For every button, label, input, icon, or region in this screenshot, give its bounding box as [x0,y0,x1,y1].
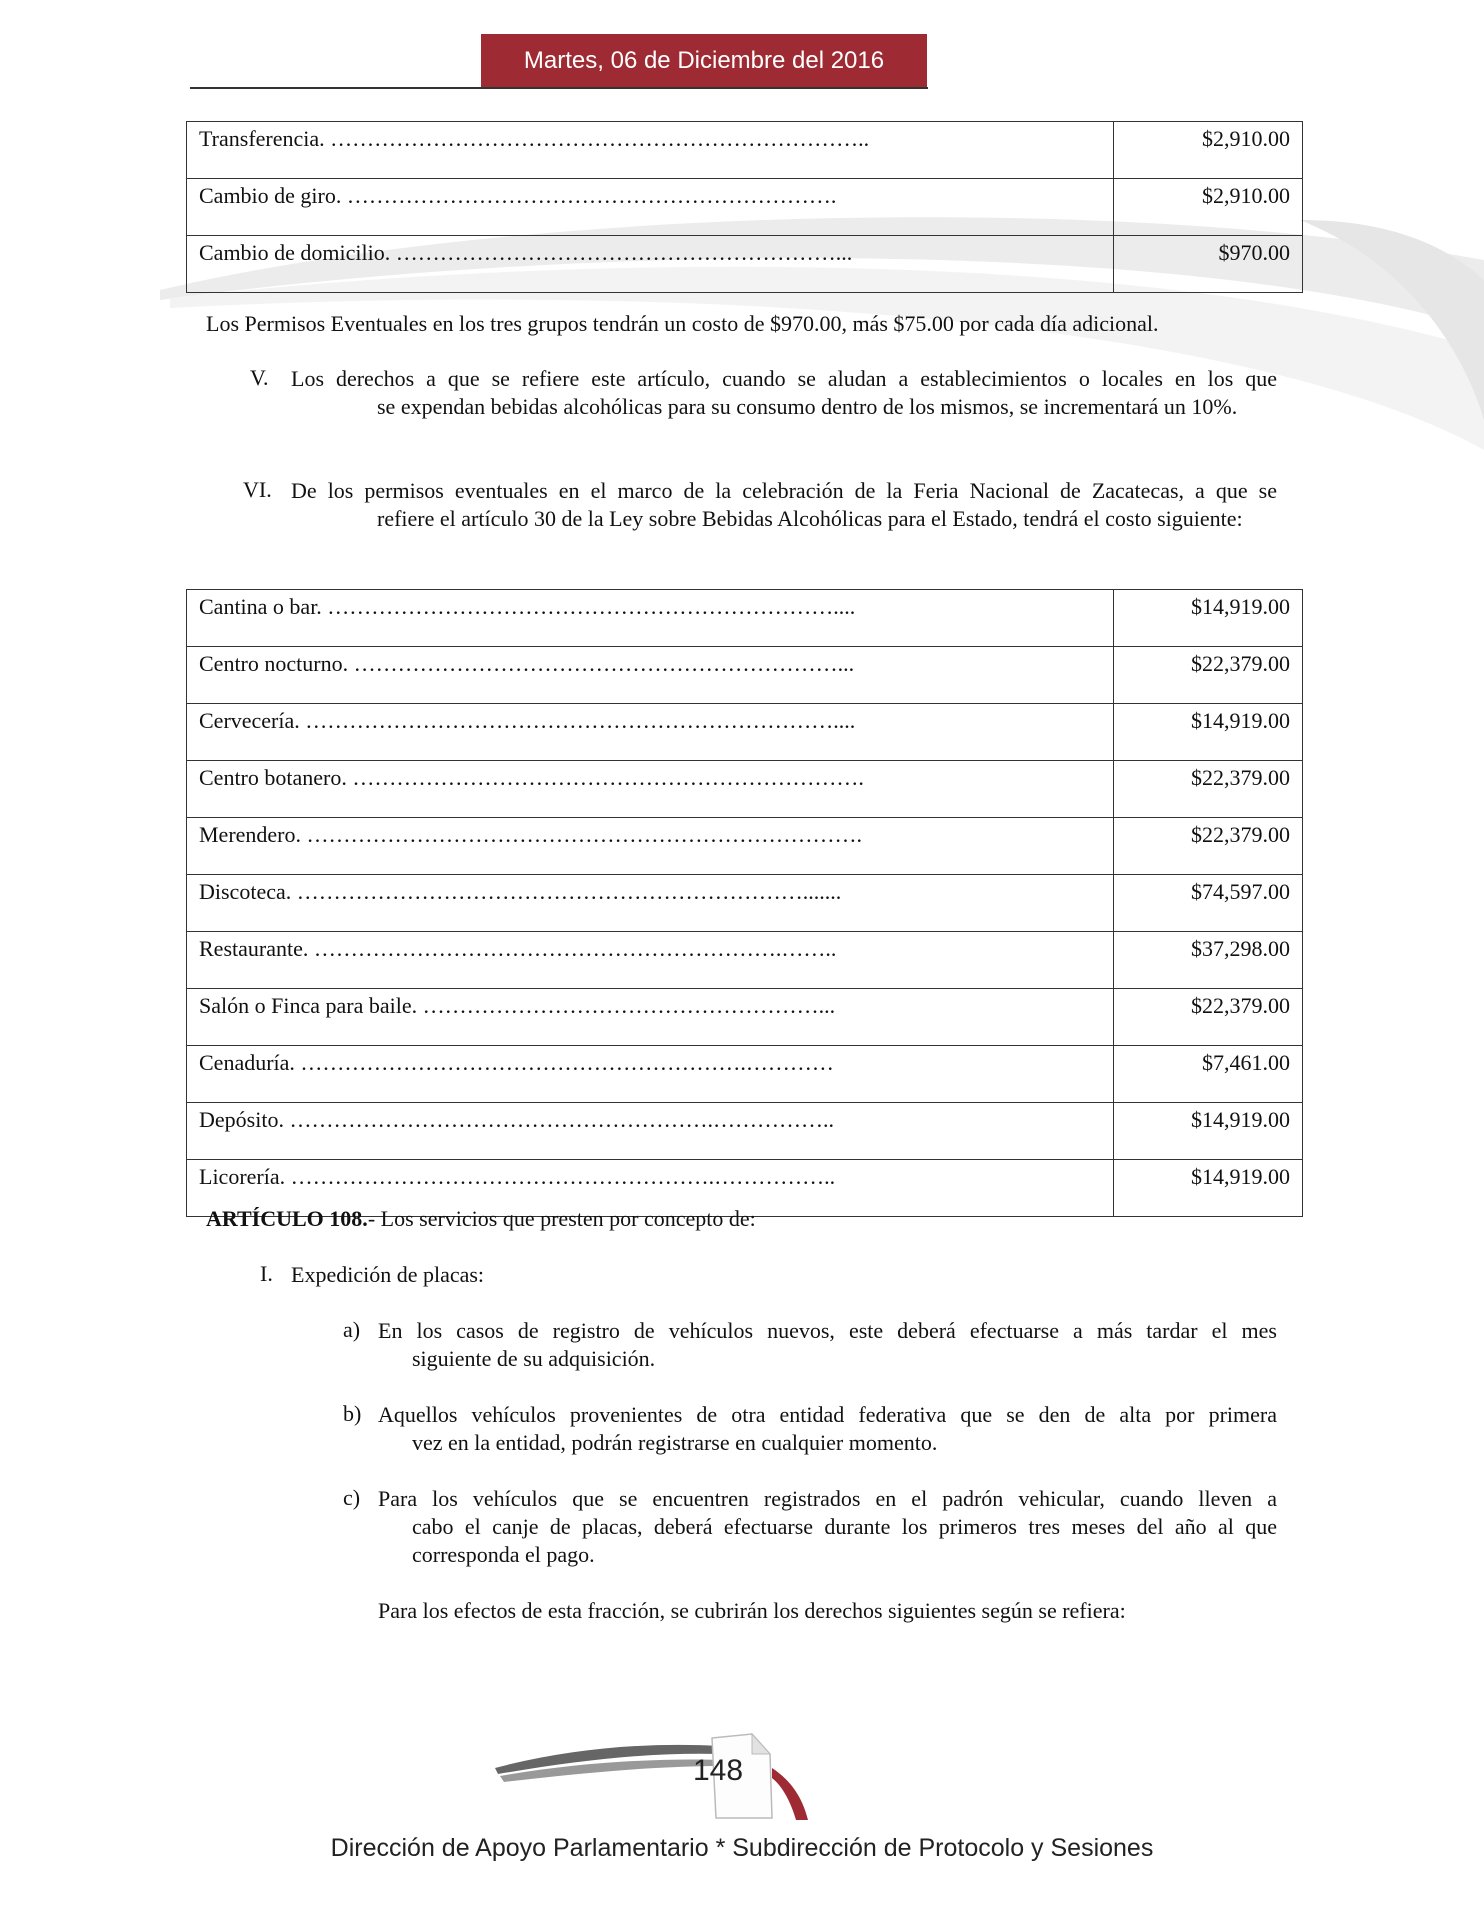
concept-cell: Discoteca. ……………………………………………………………....... [187,875,1114,932]
item-i-text: Expedición de placas: [291,1262,485,1287]
item-vi-first-line: De los permisos eventuales en el marco de la celebración de la Feria Nacional de Zacatecas, a que se [291,478,1277,503]
table-row [187,1103,1303,1160]
concept-cell: Centro botanero. ……………………………………………………………. [187,761,1114,818]
table-row [187,818,1303,875]
concept-cell: Restaurante. ……………………………………………………….…….. [187,932,1114,989]
sub-c-letter: c) [343,1485,361,1510]
table-row [187,704,1303,761]
item-v-number: V. [250,365,269,390]
amount-cell: $22,379.00 [1114,818,1303,875]
fee-table-2 [186,589,1303,1217]
concept-cell: Cambio de giro. …………………………………………………………. [187,179,1114,236]
sub-b-rest: vez en la entidad, podrán registrarse en cualquier momento. [412,1430,938,1455]
sub-b-first-line: Aquellos vehículos provenientes de otra entidad federativa que se den de alta por primera [378,1402,1277,1427]
footer-logo-swoosh [490,1728,830,1828]
item-v-rest: se expendan bebidas alcohólicas para su consumo dentro de los mismos, se incrementará un 10%. [377,394,1238,419]
amount-cell: $2,910.00 [1114,179,1303,236]
concept-cell: Depósito. ………………………………………………….…………….. [187,1103,1114,1160]
amount-cell: $970.00 [1114,236,1303,293]
table-row [187,179,1303,236]
concept-cell: Licorería. ………………………………………………….…………….. [187,1160,1114,1217]
table-row [187,761,1303,818]
sub-c-first-line: Para los vehículos que se encuentren registrados en el padrón vehicular, cuando lleven a [378,1486,1277,1511]
amount-cell: $22,379.00 [1114,761,1303,818]
concept-cell: Centro nocturno. …………………………………………………………... [187,647,1114,704]
sub-a-letter: a) [343,1317,361,1342]
item-v-first-line: Los derechos a que se refiere este artículo, cuando se aludan a establecimientos o locales en los que [291,366,1277,391]
sub-b-letter: b) [343,1401,362,1426]
date-banner [481,34,927,87]
articulo-108 [206,1205,1286,1233]
amount-cell: $22,379.00 [1114,647,1303,704]
articulo-label: ARTÍCULO 108. [206,1206,368,1231]
concept-cell: Transferencia. ……………………………………………………………….. [187,122,1114,179]
amount-cell: $74,597.00 [1114,875,1303,932]
item-vi-number: VI. [243,477,272,502]
table-row [187,989,1303,1046]
sub-c-rest: cabo el canje de placas, deberá efectuarse durante los primeros tres meses del año al que corresponda el pago. [412,1514,1277,1567]
sub-a-first-line: En los casos de registro de vehículos nuevos, este deberá efectuarse a más tardar el mes [378,1318,1277,1343]
fee-table-1 [186,121,1303,293]
concept-cell: Salón o Finca para baile. ………………………………………………... [187,989,1114,1046]
table-row [187,875,1303,932]
table-row [187,932,1303,989]
table-row [187,236,1303,293]
concept-cell: Cenaduría. …………………………………………………….………… [187,1046,1114,1103]
amount-cell: $7,461.00 [1114,1046,1303,1103]
concept-cell: Cantina o bar. …………………………………………………………….... [187,590,1114,647]
permisos-paragraph: Los Permisos Eventuales en los tres grupos tendrán un costo de $970.00, más $75.00 por cada día adicional. [206,311,1159,336]
amount-cell: $14,919.00 [1114,590,1303,647]
table-row [187,1046,1303,1103]
page-number: 148 [692,1754,744,1787]
amount-cell: $37,298.00 [1114,932,1303,989]
amount-cell: $14,919.00 [1114,1160,1303,1217]
amount-cell: $14,919.00 [1114,704,1303,761]
concept-cell: Merendero. …………………………………………………………………. [187,818,1114,875]
table-row [187,122,1303,179]
sub-a-rest: siguiente de su adquisición. [412,1346,656,1371]
efectos-paragraph: Para los efectos de esta fracción, se cubrirán los derechos siguientes según se refiera: [378,1598,1126,1623]
concept-cell: Cambio de domicilio. ……………………………………………………... [187,236,1114,293]
amount-cell: $2,910.00 [1114,122,1303,179]
table-row [187,647,1303,704]
item-vi-rest: refiere el artículo 30 de la Ley sobre Bebidas Alcohólicas para el Estado, tendrá el costo siguiente: [377,506,1243,531]
table-row [187,590,1303,647]
header-divider [190,87,928,89]
header-date: Martes, 06 de Diciembre del 2016 [523,46,885,74]
item-i-number: I. [260,1261,273,1286]
amount-cell: $14,919.00 [1114,1103,1303,1160]
concept-cell: Cervecería. ……………………………………………………………….... [187,704,1114,761]
articulo-text: - Los servicios que presten por concepto de: [367,1206,756,1231]
footer-text: Dirección de Apoyo Parlamentario * Subdirección de Protocolo y Sesiones [330,1834,1154,1862]
amount-cell: $22,379.00 [1114,989,1303,1046]
